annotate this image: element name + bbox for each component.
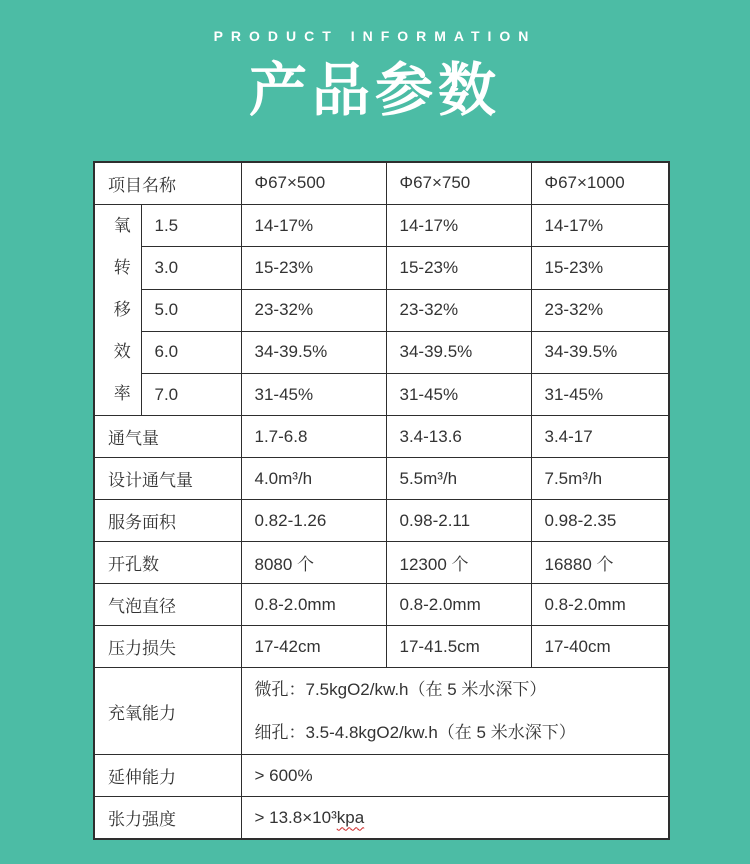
table-row-oxygen-4: [94, 331, 669, 373]
vertical-label-char: 氧: [113, 216, 131, 236]
cell-value: 34-39.5%: [531, 331, 669, 373]
cell-value: 31-45%: [531, 373, 669, 415]
table-header-row: [94, 162, 669, 205]
table-row-design-airflow: [94, 458, 669, 500]
row-label: 压力损失: [94, 626, 241, 668]
row-label: 通气量: [94, 416, 241, 458]
header-cell-model-750: Φ67×750: [386, 162, 531, 205]
sub-label: 1.5: [141, 205, 241, 247]
cell-value: 17-41.5cm: [386, 626, 531, 668]
aeration-line-micro: 微孔：7.5kgO2/kw.h（在 5 米水深下）: [254, 680, 547, 700]
cell-value: 14-17%: [386, 205, 531, 247]
cell-value: 0.98-2.35: [531, 500, 669, 542]
cell-value: 4.0m³/h: [241, 458, 386, 500]
cell-value: 15-23%: [386, 247, 531, 289]
row-label: 充氧能力: [94, 668, 241, 755]
cell-value: 0.82-1.26: [241, 500, 386, 542]
vertical-label-char: 率: [113, 384, 131, 404]
cell-value: 23-32%: [386, 289, 531, 331]
vertical-label-oxygen-transfer-efficiency: [94, 205, 141, 416]
cell-value-merged: > 600%: [241, 755, 669, 797]
row-label: 开孔数: [94, 542, 241, 584]
cell-value: 23-32%: [241, 289, 386, 331]
cell-value: 31-45%: [386, 373, 531, 415]
tension-value: > 13.8×10³: [254, 807, 337, 827]
row-label: 张力强度: [94, 797, 241, 840]
cell-value: 34-39.5%: [386, 331, 531, 373]
table-row-bubble-diameter: [94, 584, 669, 626]
vertical-label-char: 转: [113, 258, 131, 278]
cell-value: 14-17%: [241, 205, 386, 247]
cell-value: 0.98-2.11: [386, 500, 531, 542]
cell-value: 31-45%: [241, 373, 386, 415]
table-row-oxygen-2: [94, 247, 669, 289]
header-cell-item-name: 项目名称: [94, 162, 241, 205]
header-cell-model-1000: Φ67×1000: [531, 162, 669, 205]
cell-value: 15-23%: [241, 247, 386, 289]
cell-value: 3.4-13.6: [386, 416, 531, 458]
page-title: 产品参数: [248, 58, 501, 123]
cell-value: 23-32%: [531, 289, 669, 331]
row-label: 延伸能力: [94, 755, 241, 797]
table-row-oxygen-1: [94, 205, 669, 247]
table-row-tensile-strength: [94, 797, 669, 840]
vertical-label-char: 移: [113, 300, 131, 320]
table-row-elongation: [94, 755, 669, 797]
sub-label: 6.0: [141, 331, 241, 373]
cell-value-merged: [241, 668, 669, 755]
table-row-service-area: [94, 500, 669, 542]
cell-value: 7.5m³/h: [531, 458, 669, 500]
cell-value: 1.7-6.8: [241, 416, 386, 458]
table-row-hole-count: [94, 542, 669, 584]
cell-value: 14-17%: [531, 205, 669, 247]
aeration-line-fine: 细孔：3.5-4.8kgO2/kw.h（在 5 米水深下）: [254, 723, 576, 743]
cell-value: 0.8-2.0mm: [241, 584, 386, 626]
table-row-oxygen-3: [94, 289, 669, 331]
cell-value: 16880 个: [531, 542, 669, 584]
cell-value: 8080 个: [241, 542, 386, 584]
table-row-airflow: [94, 416, 669, 458]
cell-value: 0.8-2.0mm: [386, 584, 531, 626]
eyebrow-text: PRODUCT INFORMATION: [213, 28, 537, 44]
cell-value: 5.5m³/h: [386, 458, 531, 500]
row-label: 服务面积: [94, 500, 241, 542]
spec-table: [93, 161, 670, 841]
cell-value: 3.4-17: [531, 416, 669, 458]
cell-value: 0.8-2.0mm: [531, 584, 669, 626]
cell-value: 17-40cm: [531, 626, 669, 668]
cell-value-merged: [241, 797, 669, 840]
table-row-oxygenation-capacity: [94, 668, 669, 755]
cell-value: 17-42cm: [241, 626, 386, 668]
sub-label: 3.0: [141, 247, 241, 289]
table-row-oxygen-5: [94, 373, 669, 415]
cell-value: 34-39.5%: [241, 331, 386, 373]
table-row-pressure-loss: [94, 626, 669, 668]
row-label: 气泡直径: [94, 584, 241, 626]
cell-value: 15-23%: [531, 247, 669, 289]
sub-label: 5.0: [141, 289, 241, 331]
header-cell-model-500: Φ67×500: [241, 162, 386, 205]
vertical-label-char: 效: [113, 342, 131, 362]
tension-unit: kpa: [336, 807, 365, 827]
cell-value: 12300 个: [386, 542, 531, 584]
sub-label: 7.0: [141, 373, 241, 415]
row-label: 设计通气量: [94, 458, 241, 500]
